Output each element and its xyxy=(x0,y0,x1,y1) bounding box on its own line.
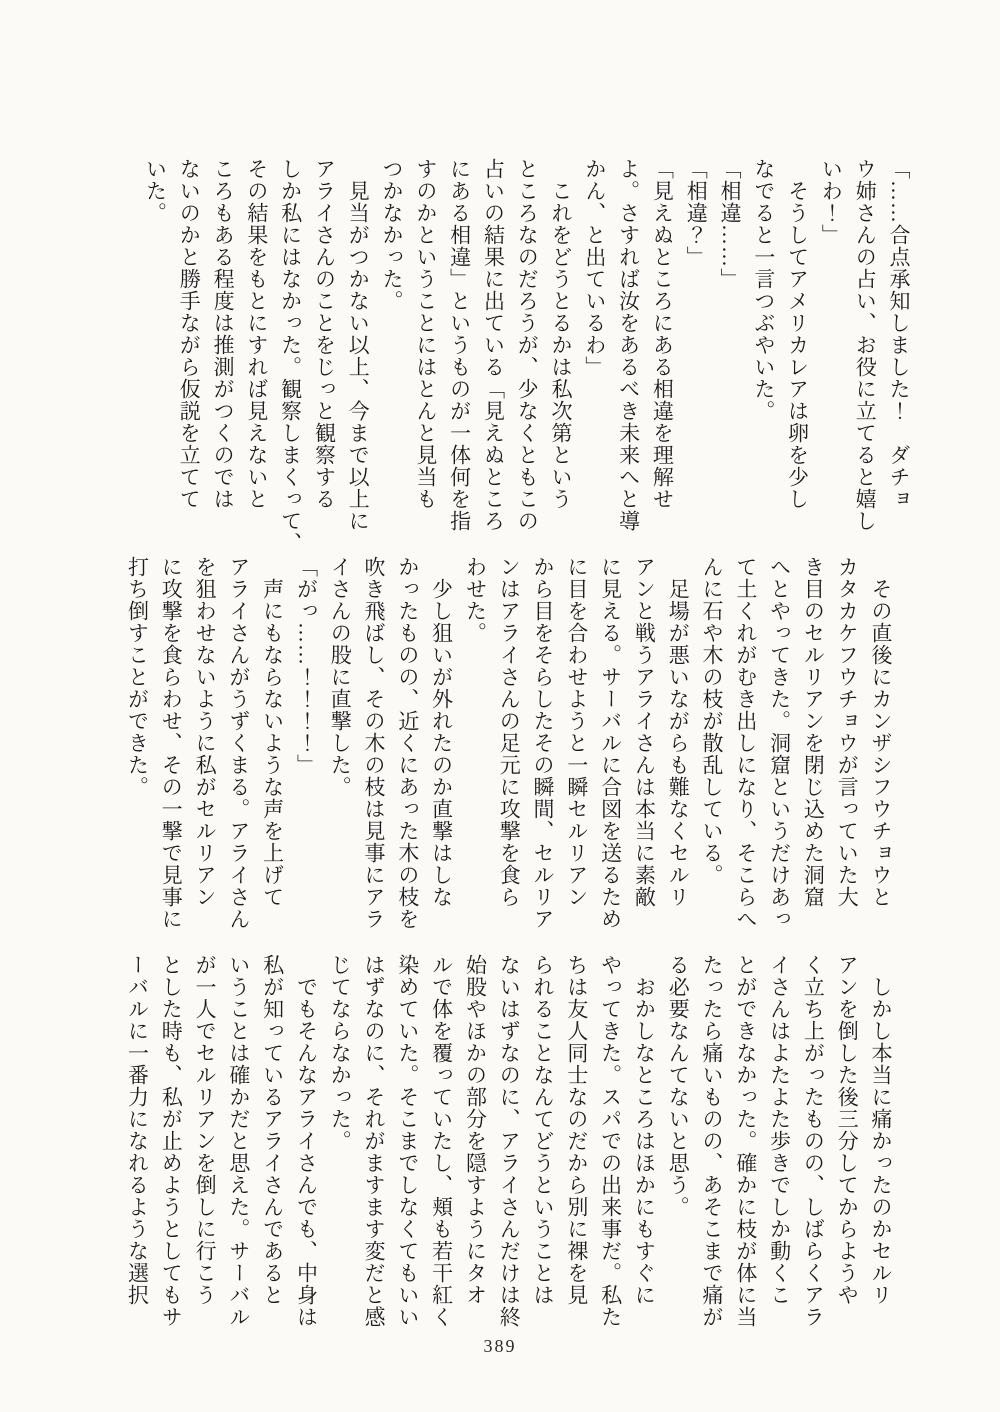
text-line: わせた。 xyxy=(463,556,488,644)
text-line: んに石や木の枝が散乱している。 xyxy=(700,556,725,886)
text-line: そうしてアメリカレアは卵を少し xyxy=(785,158,810,510)
text-line: 「がっ……！！！！」 xyxy=(294,556,319,776)
text-block-3 xyxy=(119,954,897,1354)
text-line: イさんの股に直撃した。 xyxy=(328,556,353,798)
text-line: ーバルに一番力になれるような選択 xyxy=(125,954,150,1306)
text-line: 声にもならないような声を上げて xyxy=(260,556,285,908)
text-line: たったら痛いものの、あそこまで痛が xyxy=(700,954,725,1328)
text-line: 「……合点承知しました！ ダチョ xyxy=(887,158,911,510)
text-line: に攻撃を食らわせ、その一撃で見事に xyxy=(159,556,184,930)
text-line: て土くれがむき出しになり、そこらへ xyxy=(733,556,758,930)
text-line: にある相違」というものが一体何を指 xyxy=(447,158,472,532)
text-line: 打ち倒すことができた。 xyxy=(125,556,150,798)
text-line: なでると一言つぶやいた。 xyxy=(751,158,776,422)
text-line: いわ！」 xyxy=(819,158,844,246)
text-line: アライさんがうずくまる。アライさん xyxy=(226,556,251,930)
text-line: 私が知っているアライさんであると xyxy=(260,954,285,1306)
text-line: じてならなかった。 xyxy=(328,954,353,1152)
text-line: 見当がつかない以上、今まで以上に xyxy=(346,158,371,532)
page-number: 389 xyxy=(483,1336,517,1356)
text-line: その直後にカンザシフウチョウと xyxy=(869,556,893,908)
text-line: とができなかった。確かに枝が体に当 xyxy=(733,954,758,1328)
text-line: かん、と出ているわ」 xyxy=(582,158,607,378)
text-line: よ。さすれば汝をあるべき未来へと導 xyxy=(616,158,641,532)
text-line: られることなんてどうということは xyxy=(531,954,556,1306)
text-line: アンを倒した後三分してからようや xyxy=(835,954,860,1306)
text-line: やってきた。スパでの出来事だ。私た xyxy=(598,954,623,1328)
text-line: いた。 xyxy=(143,158,168,224)
text-block-1 xyxy=(137,158,915,558)
text-line: 足場が悪いながらも難なくセルリ xyxy=(666,556,691,908)
text-line: に見える。サーバルに合図を送るため xyxy=(598,556,623,930)
text-line: 吹き飛ばし、その木の枝は見事にアラ xyxy=(362,556,387,930)
text-line: しか私にはなかった。観察しまくって、 xyxy=(278,158,303,554)
text-line: 「相違……」 xyxy=(718,158,743,290)
text-line: カタカケフウチョウが言っていた大 xyxy=(835,556,860,908)
text-line: ルで体を覆っていたし、頬も若干紅く xyxy=(429,954,454,1328)
text-line: に目を合わせようと一瞬セルリアン xyxy=(564,556,589,908)
text-line: 少し狙いが外れたのか直撃はしな xyxy=(429,556,454,908)
text-line: ウ姉さんの占い、お役に立てると嬉し xyxy=(853,158,878,532)
text-line: すのかということにはとんと見当も xyxy=(413,158,438,510)
text-line: る必要なんてないと思う。 xyxy=(666,954,691,1218)
text-line: ころもある程度は推測がつくのでは xyxy=(211,158,236,510)
text-line: ないのかと勝手ながら仮説を立てて xyxy=(177,158,202,510)
text-line: ところなのだろうが、少なくともこの xyxy=(515,158,540,532)
text-line: おかしなところはほかにもすぐに xyxy=(632,954,657,1306)
text-line: これをどうとるかは私次第という xyxy=(549,158,574,510)
text-line: アライさんのことをじっと観察する xyxy=(312,158,337,510)
text-line: が一人でセルリアンを倒しに行こう xyxy=(193,954,218,1306)
text-line: ちは友人同士なのだから別に裸を見 xyxy=(564,954,589,1306)
text-line: 染めていた。そこまでしなくてもいい xyxy=(395,954,420,1328)
text-line: 占いの結果に出ている「見えぬところ xyxy=(481,158,506,532)
text-line: つかなかった。 xyxy=(380,158,405,312)
text-line: 始股やほかの部分を隠すようにタオ xyxy=(463,954,488,1306)
text-line: 「見えぬところにある相違を理解せ xyxy=(650,158,675,510)
text-line: から目をそらしたその瞬間、セルリア xyxy=(531,556,556,930)
text-line: はずなのに、それがますます変だと感 xyxy=(362,954,387,1328)
text-line: イさんはよたよた歩きでしか動くこ xyxy=(767,954,792,1306)
text-line: アンと戦うアライさんは本当に素敵 xyxy=(632,556,657,908)
text-line: いうことは確かだと思えた。サーバル xyxy=(226,954,251,1328)
text-line: でもそんなアライさんでも、中身は xyxy=(294,954,319,1328)
text-line: き目のセルリアンを閉じ込めた洞窟 xyxy=(801,556,826,908)
text-line: しかし本当に痛かったのかセルリ xyxy=(869,954,893,1306)
text-line: へとやってきた。洞窟というだけあっ xyxy=(767,556,792,930)
text-line: 「相違？」 xyxy=(684,158,709,268)
text-line: とした時も、私が止めようとしてもサ xyxy=(159,954,184,1328)
text-line: かったものの、近くにあった木の枝を xyxy=(395,556,420,930)
text-line: ないはずなのに、アライさんだけは終 xyxy=(497,954,522,1328)
text-block-2 xyxy=(119,556,897,956)
text-line: を狙わせないように私がセルリアン xyxy=(193,556,218,908)
text-line: ンはアライさんの足元に攻撃を食ら xyxy=(497,556,522,908)
text-line: その結果をもとにすれば見えないと xyxy=(244,158,269,510)
text-line: く立ち上がったものの、しばらくアラ xyxy=(801,954,826,1328)
